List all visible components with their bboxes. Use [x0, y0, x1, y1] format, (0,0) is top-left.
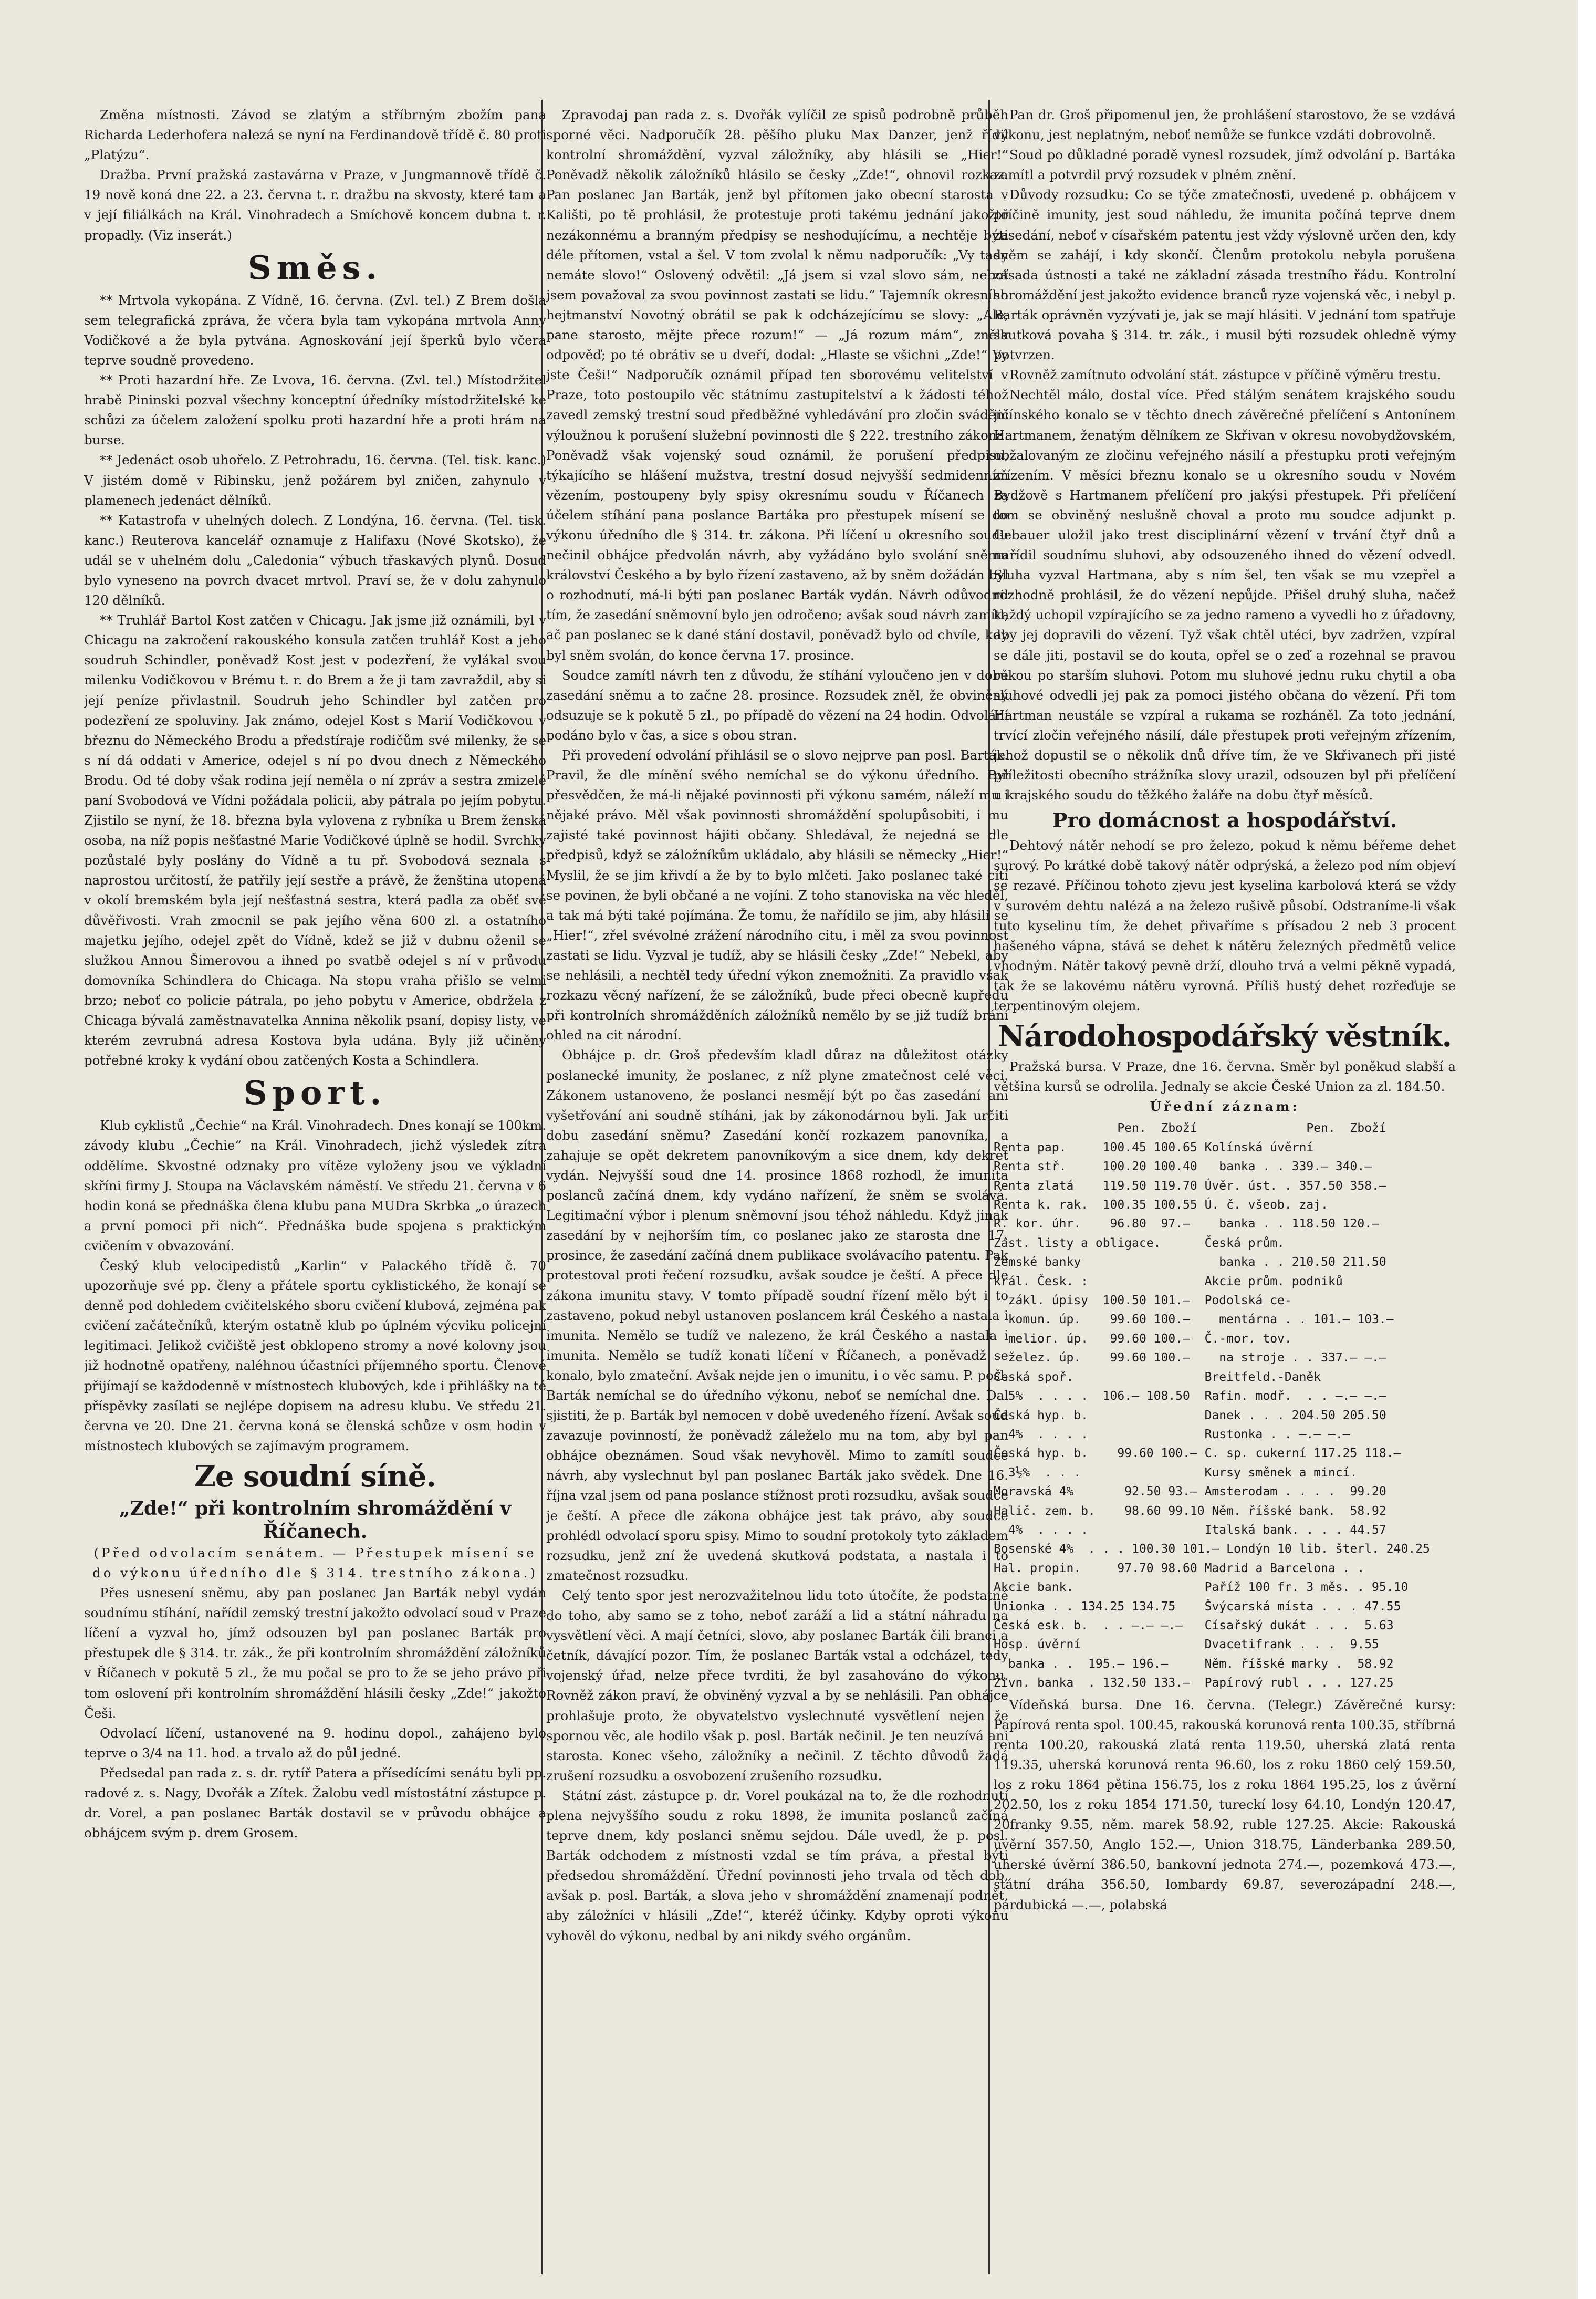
sport-item: Český klub velocipedistů „Karlin“ v Palackého třídě č. 70 upozorňuje své pp. členy a přátele sportu cyklistického, že konají se denně pod dohledem cvičitelského sboru cvičení klubová, zejména pak cvičení začátečníků, kterým ostatně klub po úplném výcviku policejní legitimaci. Jelikož cvičiště jest obklopeno stromy a nové kolovny jsou již hodnotně opatřeny, naléhnou účastníci příjemného sportu. Členové přijímají se každodenně v místnostech klubových, kde i přihlášky na té příspěvky zasílati se nejlépe dopisem na adresu klubu. Ve středu 21. června ve 20. Dne 21. června koná se členská schůze v osm hodin v místnostech klubových se zajímavým programem.: [84, 1257, 546, 1453]
article-paragraph: Státní zást. zástupce p. dr. Vorel poukázal na to, že dle rozhodnutí plena nejvyššího soudu z roku 1898, že imunita poslanců začíná teprve dnem, kdy poslanci sněmu sejdou. Dále uvedl, že p. posl. Barták odchodem z místnosti vzdal se tím práva, a přestal býti předsedou shromáždění. Úřední povinnosti jeho trvala od těch dob, avšak p. posl. Barták, a slova jeho v shromáždění znamenají podnět, aby záložníci v hlásili „Zde!“, kteréž účinky. Kdyby oproti výkonu vyhověl do výkonu, nedbal by ani nikdy svého orgánům.: [546, 1787, 1008, 1943]
section-heading: Pro domácnost a hospodářství.: [1052, 808, 1397, 833]
market-table: Pen. Zboží Pen. Zboží Renta pap. 100.45 100.65 Kolínská úvěrní Renta stř. 100.20 100.40 banka . . 339.— 340.— Renta zlatá 119.50 119.70 Úvěr. úst. . 357.50 358.— Renta k. rak. 100.35 100.55 Ú. č. všeob. zaj. R. kor. úhr. 96.80 97.— banka . . 118.50 120.— Zást. listy a obligace. Česká prům. Zemské banky banka . . 210.50 211.50 král. Česk. : Akcie prům. podniků zákl. úpisy 100.50 101.— Podolská ce- komun. úp. 99.60 100.— mentárna . . 101.— 103.— melior. úp. 99.60 100.— Č.-mor. tov. želez. úp. 99.60 100.— na stroje . . 337.— —.— Česká spoř. Breitfeld.-Daněk 5% . . . . 106.— 108.50 Rafin. modř. . . —.— —.— Česká hyp. b. Danek . . . 204.50 205.50 4% . . . . Rustonka . . —.— —.— Česká hyp. b. 99.60 100.— C. sp. cukerní 117.25 118.— 3½% . . . Kursy směnek a mincí. Moravská 4% 92.50 93.— Amsterodam . . . . 99.20 Halič. zem. b. 98.60 99.10 Něm. říšské bank. 58.92 4% . . . . Italská bank. . . . 44.57 Bosenské 4% . . . 100.30 101.— Londýn 10 lib. šterl. 240.25 Hal. propin. 97.70 98.60 Madrid a Barcelona . . Akcie bank. Paříž 100 fr. 3 měs. . 95.10 Unionka . . 134.25 134.75 Švýcarská místa . . . 47.55 Česká esk. b. . . —.— —.— Císařský dukát . . . 5.63 Hosp. úvěrní Dvacetifrank . . . 9.55 banka . . 195.— 196.— Něm. říšské marky . 58.92 Živn. banka . 132.50 133.— Papírový rubl . . . 127.25: [994, 1121, 1430, 1690]
article-paragraph: Soudce zamítl návrh ten z důvodu, že stíhání vyloučeno jen v době zasedání sněmu a to začne 28. prosince. Rozsudek zněl, že obviněný odsuzuje se k pokutě 5 zl., po případě do vězení na 24 hodin. Odvolání podáno bylo v čas, a sice s obou stran.: [546, 667, 1008, 743]
section-heading: Sport.: [243, 1074, 387, 1112]
article-paragraph: Předsedal pan rada z. s. dr. rytíř Patera a přísedícími senátu byli pp. radové z. s. Nagy, Dvořák a Zítek. Žalobu vedl místostátní zástupce p. dr. Vorel, a pan poslanec Barták dostavil se v průvodu obhájce a obhájcem svým p. drem Grosem.: [84, 1765, 546, 1841]
section-heading: Směs.: [247, 248, 383, 287]
article-paragraph: Při provedení odvolání přihlásil se o slovo nejprve pan posl. Barták. Pravil, že dle mínění svého nemíchal se do výkonu úředního. Byl přesvědčen, že má-li nějaké povinnosti při výkonu samém, náleží mu i nějaké právo. Měl však povinnosti shromáždění spolupůsobiti, i mu zajisté také povinnost hájiti občany. Shledával, že nejedná se dle předpisů, když se záložníkům ukládalo, aby hlásili se německy „Hier!“ Myslil, že se jim křivdí a že by to bylo mlčeti. Jako poslanec také cítí se povinen, že byli občané a ne vojíni. Z toho stanoviska na věc hleděl, a tak má býti také pojímána. Že tomu, že nařídilo se jim, aby hlásili se „Hier!“, zřel svévolné zrážení národního citu, i měl za svou povinnost zastati se lidu. Vyzval je tudíž, aby se hlásili česky „Zde!“ Nebekl, aby se nehlásili, a nechtěl tedy úřední výkon znemožniti. Za pravidlo však rozkazu věcný nařízení, že se záložníků, bude přeci obecně kupředu při kontrolních shromážděních záložníků nemělo by se již tudíž brání ohled na cit národní.: [546, 747, 1008, 1043]
article-heading: „Zde!“ při kontrolním shromáždění v Říčanech.: [119, 1497, 511, 1543]
article-paragraph: Dehtový nátěr nehodí se pro železo, pokud k němu béřeme dehet surový. Po krátké době takový nátěr odprýská, a železo pod ním objeví se rezavé. Příčinou tohoto zjevu jest kyselina karbolová která se vždy v surovém dehtu nalézá a na železo rušivě působí. Odstraníme-li však tuto kyselinu tím, že dehet přivaříme s přísadou 2 neb 3 procent hašeného vápna, stává se dehet k nátěru železných předmětů velice vhodným. Nátěr takový pevně drží, dlouho trvá a velmi pěkně vypadá, tak že se lakovému nátěru vyrovná. Příliš hustý dehet rozřeďuje se terpentinovým olejem.: [994, 838, 1456, 1014]
news-item: ** Truhlář Bartol Kost zatčen v Chicagu. Jak jsme již oznámili, byl v Chicagu na zakročení rakouského konsula zatčen truhlář Kost a jeho soudruh Schindler, poněvadž Kost jest v podezření, že vylákal svou milenku Vodičkovou v Brému t. r. do Brem a že ji tam zavraždil, aby si její peníze přivlastnil. Soudruh jeho Schindler byl zatčen pro podezření ze spoluviny. Jak známo, odejel Kost s Marií Vodičkovou v březnu do Německého Brodu a předstíraje rodičům své milenky, že se s ní dá oddati v Americe, odejel s ní po dvou dnech z Německého Brodu. Od té doby však rodina její neměla o ní zpráv a sestra zmizelé paní Svobodová ve Vídni požádala policii, aby pátrala po jejím pobytu. Zjistilo se nyní, že 18. března byla vylovena z rybníka u Brem ženská osoba, na níž popis nešťastné Marie Vodičkové úplně se hodil. Svrchky pozůstalé byly poslány do Vídně a tu př. Svobodová seznala s naprostou určitostí, že patřily její sestře a právě, že ženština utopená v okolí bremském byla její nešťastná sestra, která padla za oběť své důvěřivosti. Vrah zmocnil se pak jejího věna 600 zl. a ostatního majetku jejího, odejel zpět do Vídně, kdež se již v dubnu oženil se služkou Annou Šimerovou a ihned po svatbě odejel s ní v průvodu domovníka Schindlera do Chicaga. Na stopu vraha přišlo se velmi brzo; neboť co policie pátrala, po jeho pobytu v Americe, obdržela z Chicaga bývalá zaměstnavatelka Annina několik psaní, dopisy listy, ve kterém zevrubná adresa Kostova byla udána. Byly již učiněny potřebné kroky k vydání obou zatčených Kosta a Schindlera.: [84, 612, 546, 1068]
market-paragraph: Pražská bursa. V Praze, dne 16. června. Směr byl poněkud slabší a většina kursů se odrolila. Jednaly se akcie České Union za zl. 184.50.: [994, 1059, 1456, 1095]
article-paragraph: Důvody rozsudku: Co se týče zmatečnosti, uvedené p. obhájcem v příčině imunity, jest soud náhledu, že imunita počíná teprve dnem zasedání, neboť v císařském patentu jest vždy výslovně určen den, kdy sněm se zahájí, i kdy skončí. Členům protokolu nebyla porušena zásada ústnosti a také ne základní zásada trestního řádu. Kontrolní shromáždění jest jakožto evidence branců ryze vojenská věc, i nebyl p. Barták oprávněn vyzývati je, jak se mají hlásiti. V jednání tom spatřuje skutková povaha § 314. tr. zák., i musil býti rozsudek ohledně výmy potvrzen.: [994, 187, 1456, 363]
column-middle: [546, 105, 1008, 2269]
article-paragraph: Pan dr. Groš připomenul jen, že prohlášení starostovo, že se vzdává výkonu, jest neplatným, neboť nemůže se funkce vzdáti dobrovolně.: [994, 107, 1456, 143]
news-item: ** Katastrofa v uhelných dolech. Z Londýna, 16. června. (Tel. tisk. kanc.) Reuterova kancelář oznamuje z Halifaxu (Nové Skotsko), že udál se v uhelném dolu „Caledonia“ výbuch třaskavých plynů. Dosud bylo vyneseno na povrch dvacet mrtvol. Praví se, že v dolu zahynulo 120 dělníků.: [84, 512, 546, 608]
news-item: Nechtěl málo, dostal více. Před stálým senátem krajského soudu jičínského konalo se v těchto dnech závěrečné přelíčení s Antonínem Hartmanem, ženatým dělníkem ze Skřivan v okresu novobydžovském, obžalovaným ze zločinu veřejného násilí a přestupku proti veřejným zřízením. V měsíci březnu konalo se u okresního soudu v Novém Bydžově s Hartmanem přelíčení pro jakýsi přestupek. Při přelíčení tom se obviněný neslušně choval a proto mu soudce adjunkt p. Gebauer uložil jako trest disciplinární vězení v trvání čtyř dnů a nařídil soudnímu sluhovi, aby odsouzeného ihned do vězení odvedl. Sluha vyzval Hartmana, aby s ním šel, ten však se mu vzepřel a rozhodně prohlásil, že do vězení nepůjde. Přišel druhý sluha, načež každý uchopil vzpírajícího se za jedno rameno a vyvedli ho z úřadovny, aby jej dopravili do vězení. Tyž však chtěl utéci, byv zadržen, vzpíral se dále jiti, postavil se do kouta, opřel se o zeď a rozehnal se pravou rukou po starším sluhovi. Potom mu sluhové jednu ruku chytil a oba sluhové odvedli jej pak za pomoci jistého občana do vězení. Při tom Hartman neustále se vzpíral a rukama se rozháněl. Za toto jednání, trvící zločin veřejného násilí, dále přestupek proti veřejným zřízením, jehož dopustil se o několik dnů dříve tím, že ve Skřivanech při jisté příležitosti obecního strážníka slovy urazil, odsouzen byl při přelíčení u krajského soudu do těžkého žaláře na dobu čtyř měsíců.: [994, 387, 1456, 803]
article-paragraph: Přes usnesení sněmu, aby pan poslanec Jan Barták nebyl vydán soudnímu stíhání, nařídil zemský trestní jakožto odvolací soud v Praze líčení a vyzval ho, jímž odsouzen byl pan poslanec Barták pro přestupek dle § 314. tr. zák., že při kontrolním shromáždění záložníků v Říčanech v pokutě 5 zl., že mu počal se pro to že se jeho právo při tom oslovení při kontrolním shromáždění hlásili česky „Zde!“ jakožto Češi.: [84, 1585, 546, 1721]
article-subheading: (Před odvolacím senátem. — Přestupek mísení se do výkonu úředního dle § 314. trestního zákona.): [92, 1545, 538, 1580]
column-right: [994, 105, 1456, 2269]
notice-paragraph: Změna místnosti. Závod se zlatým a stříbrným zbožím pana Richarda Lederhofera nalezá se nyní na Ferdinandově třídě č. 80 proti „Platýzu“.: [84, 107, 546, 163]
article-paragraph: Obhájce p. dr. Groš především kladl důraz na důležitost otázky poslanecké imunity, že poslanec, z níž plyne zmatečnost celé věci. Zákonem ustanoveno, že poslanci nesmějí být po čas zasedání ani vyšetřování ani soudně stíháni, jak by zákonodárnou byli. Jak určiti dobu zasedání sněmu? Zasedání končí rozkazem panovníka, a zahajuje se opět dekretem panovníkovým a sice dnem, kdy dekret vydán. Nejvyšší soud dne 14. prosince 1868 rozhodl, že imunita poslanců začíná dnem, kdy vydáno nařízení, že sněm se svolává. Legitimační výbor i plenum sněmovní jsou téhož náhledu. Když jinak zasedání by v nejhorším tím, co poslanec jako ze starosta dne 17. prosince, že zasedání začíná dnem publikace svolávacího patentu. Pak protestoval proti řečení rozsudku, avšak soudce je čeští. A přece dle zákona imunitu stavy. V tomto případě soudní řízení mělo být i to zastaveno, pokud nebyl ustanoven poslancem král Českého a nastala i imunita. Nemělo se tudíž ve nalezeno, že král Českého a nastala i imunita. Nemělo se tudíž konati líčení v Říčanech, a poněvadž se konalo, bylo zmateční. Avšak nejde jen o imunitu, i o věc samu. P. posl. Barták nemíchal se do úředního výkonu, neboť se nemíchal dne. Dal sjistiti, že p. Barták byl nemocen v době uvedeného řízení. Avšak soud zavazuje povinností, že poněvadž záleželo mu na tom, aby byl pan obhájce obeznámen. Soud však nevyhověl. Mimo to zamítl soudce návrh, aby vyslechnut byl pan poslanec Barták jako svědek. Dne 16. října vzal jsem od pana poslance stížnost proti rozsudku, avšak soudce je čeští. A přece dle zákona obhájce jest tak právo, aby soudce prohlédl odvolací sporu spisy. Mimo to soudní protokoly tyto základem rozsudku, jenž zní že uvedená skutková podstata, a nastala i to zmatečnost rozsudku.: [546, 1047, 1008, 1583]
notice-paragraph: Dražba. První pražská zastavárna v Praze, v Jungmannově třídě č. 19 nově koná dne 22. a 23. června t. r. dražbu na skvosty, které tam a v její filiálkách na Král. Vinohradech a Smíchově koncem dubna t. r. propadly. (Viz inserát.): [84, 167, 546, 243]
news-item: ** Jedenáct osob uhořelo. Z Petrohradu, 16. června. (Tel. tisk. kanc.) V jistém domě v Ribinsku, jenž požárem byl zničen, zahynulo v plamenech jedenáct dělníků.: [84, 452, 546, 508]
sport-item: Klub cyklistů „Čechie“ na Král. Vinohradech. Dnes konají se 100km. závody klubu „Čechie“ na Král. Vinohradech, jichž výsledek zítra oddělíme. Skvostné odznaky pro vítěze vyloženy jsou ve výkladní skříni firmy J. Stoupa na Václavském náměstí. Ve středu 21. června v 6 hodin koná se přednáška člena klubu pana MUDra Skrbka „o úrazech a první pomoci při nich“. Přednáška bude spojena s praktickým cvičením v obvazování.: [84, 1118, 546, 1253]
market-subheading: Úřední záznam:: [1150, 1099, 1300, 1115]
news-item: ** Proti hazardní hře. Ze Lvova, 16. června. (Zvl. tel.) Místodržitel hrabě Pininski pozval všechny konceptní úředníky místodržitelské ke schůzi za účelem založení spolku proti hazardní hře a proti hrám na burse.: [84, 372, 546, 448]
article-paragraph: Odvolací líčení, ustanovené na 9. hodinu dopol., zahájeno bylo teprve o 3/4 na 11. hod. a trvalo až do půl jedné.: [84, 1725, 546, 1761]
article-paragraph: Zpravodaj pan rada z. s. Dvořák vylíčil ze spisů podrobně průběh sporné věci. Nadporučík 28. pěšího pluku Max Danzer, jenž řídil kontrolní shromáždění, vyzval záložníky, aby hlásili se „Hier!“ Poněvadž několik záložníků hlásilo se česky „Zde!“, ohnovil rozkaz. Pan poslanec Jan Barták, jenž byl přítomen jako obecní starosta v Kališti, po tě prohlásil, že protestuje proti takému jednání jakožto nezákonnému a branným předpisy se neshodujícímu, a nechtěje býti déle přítomen, vstal a šel. V tom zvolal k němu nadporučík: „Vy tady nemáte slovo!“ Oslovený odvětil: „Já jsem si vzal slovo sám, neboť jsem považoval za svou povinnost zastati se lidu.“ Tajemník okresního hejtmanství Novotný obrátil se pak k odcházejícímu se slovy: „Ale, pane starosto, mějte přece rozum!“ — „Já rozum mám“, zněla odpověď; po té obrátiv se u dveří, dodal: „Hlaste se všichni „Zde!“ Vy jste Češi!“ Nadporučík oznámil případ ten sborovému velitelství v Praze, toto postoupilo věc státnímu zastupitelství a k žádosti téhož zavedl zemský trestní soud předběžné vyhledávání pro zločin svádění výloužnou k porušení služební povinnosti dle § 222. trestního zákona. Poněvadž však vojenský soud oznámil, že porušení předpisu, týkajícího se hlášení mužstva, trestní dosud nejvyšší sedmidenním vězením, postoupeny byly spisy okresnímu soudu v Říčanech za účelem stíhání pana poslance Bartáka pro přestupek mísení se do výkonu úředního dle § 314. tr. zákona. Při líčení u okresního soudu nečinil obhájce předvolán návrh, aby vyžádáno bylo svolání sněmu království Českého a by bylo řízení zastaveno, až by sněm dožádán byl o rozhodnutí, má-li býti pan poslanec Barták vydán. Návrh odůvodnil tím, že zasedání sněmovní bylo jen odročeno; avšak soud návrh zamítl, ač pan poslanec se k dané stání dostavil, poněvadž bylo od chvíle, kdy byl sněm svolán, do konce června 17. prosince.: [546, 107, 1008, 663]
article-paragraph: Celý tento spor jest nerozvažitelnou lidu toto útočíte, že podstatně do toho, aby samo se z toho, neboť zaráží a lid a státní náhradu na vysvětlení věci. A mají četníci, slovo, aby poslanec Barták čili branci a četník, dávající pozor. Tím, že poslanec Barták vstal a odcházel, tedy vojenský úřad, nelze přece tvrditi, že byl zasahováno do výkonu. Rovněž zákon praví, že obviněný vyzval a by se nehlásili. Pan obhájce prohlašuje proto, že obyvatelstvo vyslechnuté vysvětlení nejen že spornou věc, ale hodilo však p. posl. Barták nečinil. Je ten neuzívá ani starosta. Konec všeho, záložníky a nečinil. Z těchto důvodů žádá zrušení rozsudku a osvobození zrušeního rozsudku.: [546, 1587, 1008, 1783]
section-heading: Ze soudní síně.: [194, 1459, 436, 1494]
article-paragraph: Soud po důkladné poradě vynesl rozsudek, jímž odvolání p. Bartáka zamítl a potvrdil prvý rozsudek v plném znění.: [994, 147, 1456, 183]
news-item: ** Mrtvola vykopána. Z Vídně, 16. června. (Zvl. tel.) Z Brem došla sem telegrafická zpráva, že včera byla tam vykopána mrtvola Anny Vodičkové a že byla pytvána. Agnoskování její šperků bylo včera teprve soudně provedeno.: [84, 292, 546, 368]
page-edge: [1578, 0, 1596, 2299]
article-paragraph: Rovněž zamítnuto odvolání stát. zástupce v příčině výměru trestu.: [1009, 367, 1442, 383]
section-heading: Národohospodářský věstník.: [997, 1019, 1452, 1054]
market-paragraph: Vídeňská bursa. Dne 16. června. (Telegr.) Závěrečné kursy: Papírová renta spol. 100.45, rakouská korunová renta 100.35, stříbrná renta 100.20, rakouská zlatá renta 119.50, uherská zlatá renta 119.35, uherská korunová renta 96.60, los z roku 1860 celý 159.50, los z roku 1864 pětina 156.75, los z roku 1864 195.25, los z úvěrní 202.50, los z roku 1854 171.50, tureckí losy 64.10, Londýn 120.47, 20franky 9.55, něm. marek 58.92, ruble 127.25. Akcie: Rakouská úvěrní 357.50, Anglo 152.—, Union 318.75, Länderbanka 289.50, uherské úvěrní 386.50, bankovní jednota 274.—, pozemková 473.—, státní dráha 356.50, lombardy 69.87, severozápadní 248.—, pardubická —.—, polabská: [994, 1697, 1456, 1912]
column-left: [84, 105, 546, 2269]
